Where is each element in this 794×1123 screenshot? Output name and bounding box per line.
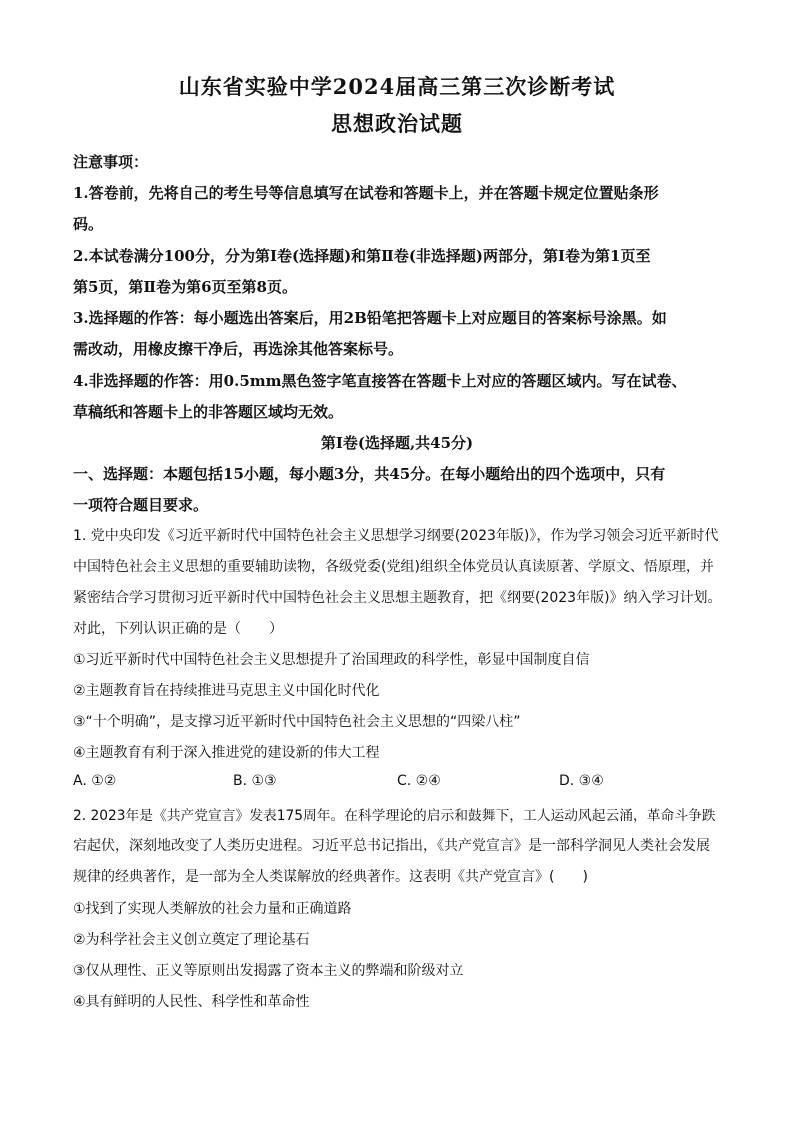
q1-option-a: A. ①② [73,773,117,789]
q1-stem-line-1: 1. 党中央印发《习近平新时代中国特色社会主义思想学习纲要(2023年版)》，作为学习领会习近平新时代 [73,528,719,544]
q1-stem-line-4: 对此，下列认识正确的是（ ） [73,621,283,637]
q1-stem-line-2: 中国特色社会主义思想的重要辅助读物，各级党委(党组)组织全体党员认真读原著、学原文、悟原理，并 [73,559,714,575]
notice-item-1: 1.答卷前，先将自己的考生号等信息填写在试卷和答题卡上，并在答题卡规定位置贴条形 [73,184,659,202]
notice-item-1-cont: 码。 [73,215,104,233]
q1-option-c: C. ②④ [397,773,441,789]
notice-heading: 注意事项： [73,153,149,171]
q1-statement-2: ②主题教育旨在持续推进马克思主义中国化时代化 [73,683,380,699]
q2-statement-3: ③仅从理性、正义等原则出发揭露了资本主义的弊端和阶级对立 [73,963,464,979]
section-title: 第Ⅰ卷(选择题,共45分) [320,434,474,452]
q1-stem-line-3: 紧密结合学习贯彻习近平新时代中国特色社会主义思想主题教育，把《纲要(2023年版)》纳入学习计划。 [73,590,722,606]
notice-item-4-cont: 草稿纸和答题卡上的非答题区域均无效。 [73,403,344,421]
q1-statement-3: ③“十个明确”，是支撑习近平新时代中国特色社会主义思想的“四梁八柱” [73,714,521,730]
q2-stem-line-3: 规律的经典著作，是一部为全人类谋解放的经典著作。这表明《共产党宣言》( ) [73,869,588,885]
notice-item-3-cont: 需改动，用橡皮擦干净后，再选涂其他答案标号。 [73,340,404,358]
q1-statement-4: ④主题教育有利于深入推进党的建设新的伟大工程 [73,745,380,761]
q2-statement-1: ①找到了实现人类解放的社会力量和正确道路 [73,901,352,917]
q1-option-d: D. ③④ [559,773,604,789]
q2-stem-line-2: 宕起伏，深刻地改变了人类历史进程。习近平总书记指出，《共产党宣言》是一部科学洞见人类社会发展 [73,838,710,854]
q2-statement-4: ④具有鲜明的人民性、科学性和革命性 [73,994,310,1010]
section-instruction-cont: 一项符合题目要求。 [73,496,209,514]
notice-item-2-cont: 第5页，第Ⅱ卷为第6页至第8页。 [73,278,297,296]
section-instruction: 一、选择题：本题包括15小题，每小题3分，共45分。在每小题给出的四个选项中，只有 [73,465,666,483]
q2-stem-line-1: 2. 2023年是《共产党宣言》发表175周年。在科学理论的启示和鼓舞下，工人运动风起云涌，革命斗争跌 [73,808,716,824]
notice-item-3: 3.选择题的作答：每小题选出答案后，用2B铅笔把答题卡上对应题目的答案标号涂黑。如 [73,309,667,327]
q2-statement-2: ②为科学社会主义创立奠定了理论基石 [73,932,310,948]
exam-title: 山东省实验中学2024届高三第三次诊断考试 [178,74,616,99]
exam-subtitle: 思想政治试题 [331,111,463,136]
notice-item-4: 4.非选择题的作答：用0.5mm黑色签字笔直接答在答题卡上对应的答题区域内。写在试卷、 [73,372,687,390]
notice-item-2: 2.本试卷满分100分，分为第Ⅰ卷(选择题)和第Ⅱ卷(非选择题)两部分，第Ⅰ卷为第1页至 [73,247,651,265]
q1-option-b: B. ①③ [233,773,277,789]
q1-statement-1: ①习近平新时代中国特色社会主义思想提升了治国理政的科学性，彰显中国制度自信 [73,652,590,668]
